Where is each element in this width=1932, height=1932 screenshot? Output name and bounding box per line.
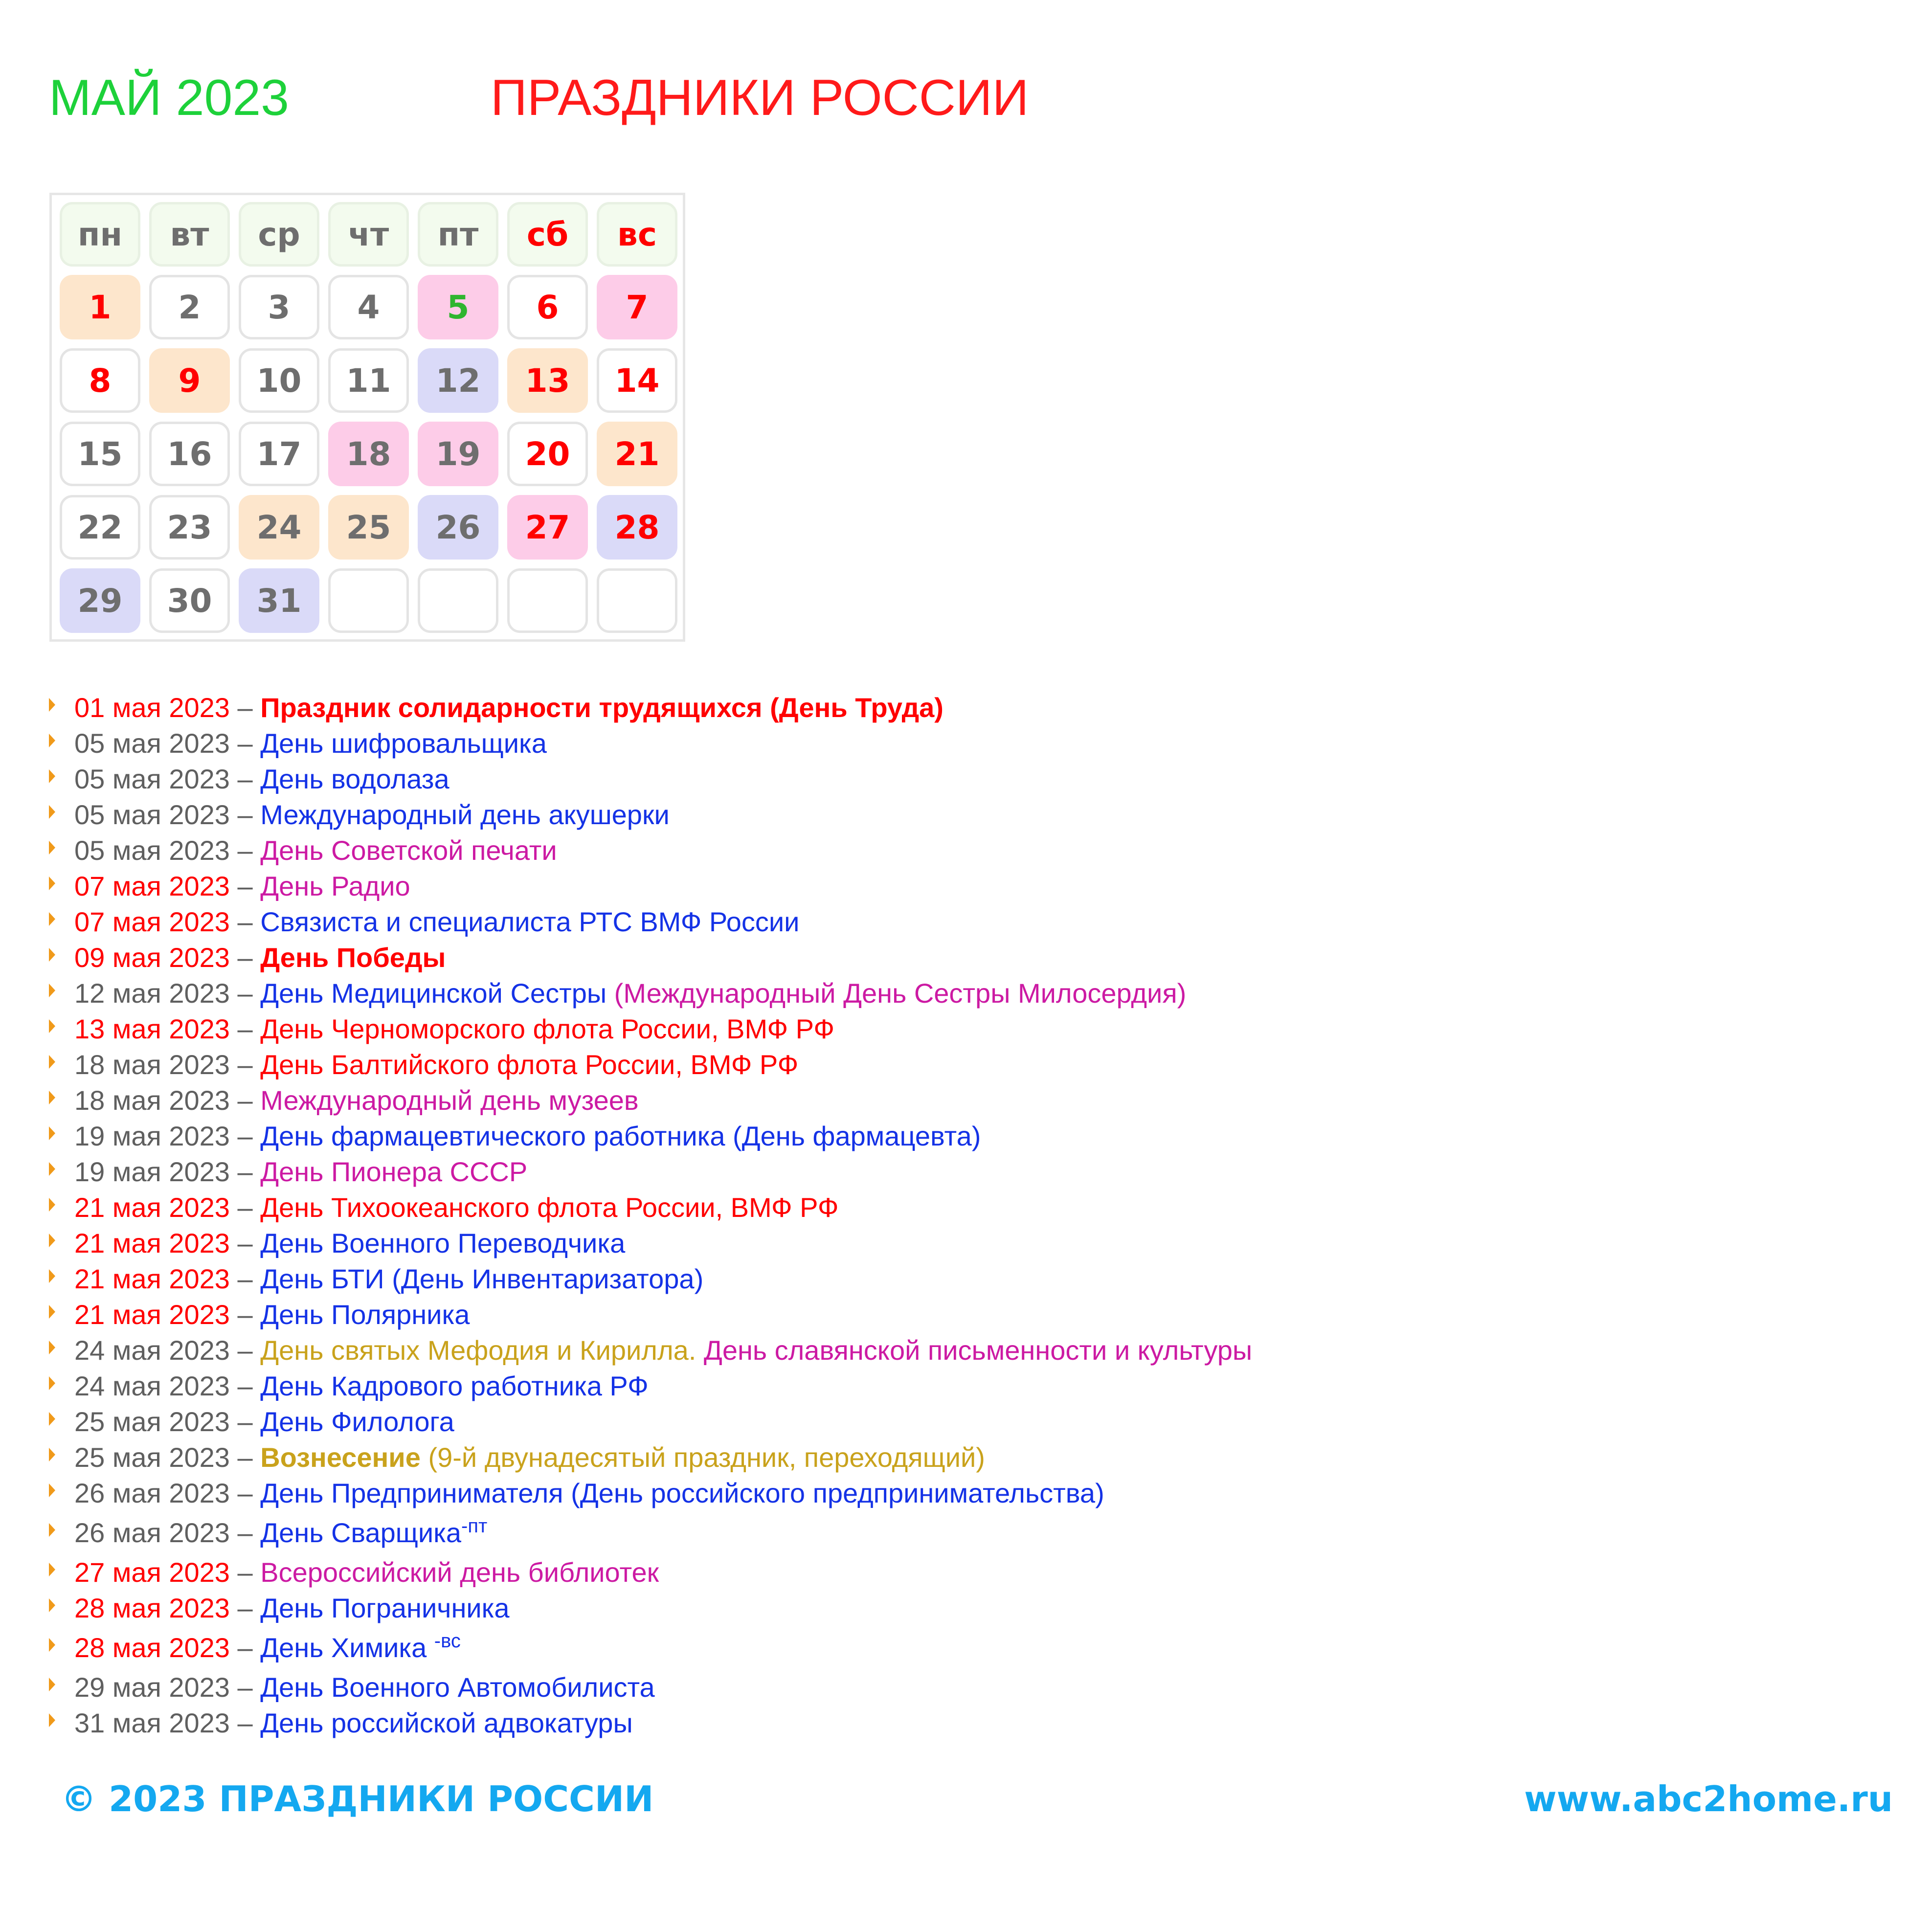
weekday-header: пт bbox=[418, 202, 498, 267]
bullet-arrow-icon bbox=[49, 1412, 55, 1426]
bullet-arrow-icon bbox=[49, 1448, 55, 1461]
event-dash: – bbox=[229, 1049, 261, 1080]
event-item[interactable] bbox=[49, 1590, 510, 1626]
bullet-arrow-icon bbox=[49, 1055, 55, 1069]
event-item[interactable] bbox=[49, 832, 557, 868]
day-cell[interactable]: 23 bbox=[149, 495, 230, 560]
day-cell[interactable]: 11 bbox=[328, 348, 409, 413]
event-dash: – bbox=[229, 1299, 261, 1330]
event-name: День Балтийского флота России, ВМФ РФ bbox=[260, 1049, 799, 1080]
event-date: 19 мая 2023 bbox=[74, 1121, 230, 1151]
bullet-arrow-icon bbox=[49, 912, 55, 926]
event-dash: – bbox=[229, 1593, 261, 1623]
event-dash: – bbox=[229, 1517, 261, 1548]
event-item[interactable] bbox=[49, 1554, 659, 1590]
event-item[interactable] bbox=[49, 1439, 985, 1475]
day-cell[interactable]: 4 bbox=[328, 275, 409, 339]
event-date: 12 мая 2023 bbox=[74, 978, 230, 1009]
event-dash: – bbox=[229, 1442, 261, 1473]
event-item[interactable] bbox=[49, 1225, 625, 1261]
bullet-arrow-icon bbox=[49, 769, 55, 783]
event-dash: – bbox=[229, 835, 261, 866]
bullet-arrow-icon bbox=[49, 1678, 55, 1691]
day-cell[interactable]: 17 bbox=[239, 422, 319, 486]
event-date: 24 мая 2023 bbox=[74, 1370, 230, 1401]
day-cell[interactable]: 1 bbox=[60, 275, 140, 339]
event-name: День Черноморского флота России, ВМФ РФ bbox=[260, 1013, 834, 1044]
event-dash: – bbox=[229, 1263, 261, 1294]
event-dash: – bbox=[229, 906, 261, 937]
empty-day-cell bbox=[328, 568, 409, 633]
event-item[interactable] bbox=[49, 940, 446, 975]
weekday-header: вс bbox=[597, 202, 677, 267]
event-item[interactable] bbox=[49, 1082, 639, 1118]
day-cell[interactable]: 21 bbox=[597, 422, 677, 486]
event-date: 05 мая 2023 bbox=[74, 835, 230, 866]
event-name: День Сварщика bbox=[260, 1517, 462, 1548]
bullet-arrow-icon bbox=[49, 1198, 55, 1212]
day-cell[interactable]: 15 bbox=[60, 422, 140, 486]
event-item[interactable] bbox=[49, 725, 547, 761]
event-name: День Полярника bbox=[260, 1299, 470, 1330]
event-name: Всероссийский день библиотек bbox=[260, 1557, 659, 1588]
day-cell[interactable]: 13 bbox=[507, 348, 588, 413]
event-name: День Тихоокеанского флота России, ВМФ РФ bbox=[260, 1192, 839, 1223]
bullet-arrow-icon bbox=[49, 1713, 55, 1727]
event-dash: – bbox=[229, 1121, 261, 1151]
day-cell[interactable]: 24 bbox=[239, 495, 319, 560]
event-date: 31 мая 2023 bbox=[74, 1707, 230, 1738]
event-dash: – bbox=[229, 764, 261, 794]
event-dash: – bbox=[229, 942, 261, 973]
day-cell[interactable]: 29 bbox=[60, 568, 140, 633]
day-cell[interactable]: 16 bbox=[149, 422, 230, 486]
day-cell[interactable]: 2 bbox=[149, 275, 230, 339]
event-item[interactable] bbox=[49, 904, 799, 940]
event-date: 26 мая 2023 bbox=[74, 1478, 230, 1508]
event-dash: – bbox=[229, 1013, 261, 1044]
bullet-arrow-icon bbox=[49, 1091, 55, 1104]
event-dash: – bbox=[229, 1478, 261, 1508]
event-item[interactable] bbox=[49, 1332, 1252, 1368]
day-cell[interactable]: 27 bbox=[507, 495, 588, 560]
event-name: Праздник bbox=[260, 692, 391, 723]
event-dash: – bbox=[229, 1632, 261, 1663]
event-item[interactable] bbox=[49, 1261, 703, 1297]
footer-website-link[interactable]: www.abc2home.ru bbox=[1524, 1778, 1893, 1820]
calendar-grid bbox=[49, 193, 685, 642]
bullet-arrow-icon bbox=[49, 1523, 55, 1537]
event-dash: – bbox=[229, 1335, 261, 1366]
event-item[interactable] bbox=[49, 1154, 527, 1190]
bullet-arrow-icon bbox=[49, 1376, 55, 1390]
event-name: Вознесение bbox=[260, 1442, 421, 1473]
event-dash: – bbox=[229, 1557, 261, 1588]
bullet-arrow-icon bbox=[49, 1126, 55, 1140]
event-item[interactable] bbox=[49, 761, 449, 797]
bullet-arrow-icon bbox=[49, 805, 55, 819]
event-date: 21 мая 2023 bbox=[74, 1192, 230, 1223]
event-name: (Международный День Сестры Милосердия) bbox=[607, 978, 1187, 1009]
event-date: 05 мая 2023 bbox=[74, 764, 230, 794]
event-name: День славянской письменности и культуры bbox=[696, 1335, 1253, 1366]
event-name: День Медицинской Сестры bbox=[260, 978, 607, 1009]
event-name: День фармацевтического работника (День фармацевта) bbox=[260, 1121, 981, 1151]
event-dash: – bbox=[229, 1156, 261, 1187]
event-name: День святых Мефодия и Кирилла. bbox=[260, 1335, 696, 1366]
event-item[interactable] bbox=[49, 1297, 470, 1332]
bullet-arrow-icon bbox=[49, 1234, 55, 1247]
event-name: День Кадрового работника РФ bbox=[260, 1370, 649, 1401]
event-name: День шифровальщика bbox=[260, 728, 547, 759]
bullet-arrow-icon bbox=[49, 984, 55, 997]
empty-day-cell bbox=[418, 568, 498, 633]
event-item[interactable] bbox=[49, 1118, 981, 1154]
event-item[interactable] bbox=[49, 1404, 454, 1439]
bullet-arrow-icon bbox=[49, 876, 55, 890]
event-name: День Победы bbox=[260, 942, 446, 973]
event-name: День Военного Переводчика bbox=[260, 1228, 626, 1258]
event-dash: – bbox=[229, 728, 261, 759]
event-date: 21 мая 2023 bbox=[74, 1263, 230, 1294]
event-date: 09 мая 2023 bbox=[74, 942, 230, 973]
event-item[interactable] bbox=[49, 975, 1186, 1011]
site-title: ПРАЗДНИКИ РОССИИ bbox=[491, 69, 1029, 126]
day-cell[interactable]: 9 bbox=[149, 348, 230, 413]
event-date: 21 мая 2023 bbox=[74, 1228, 230, 1258]
event-name: День Радио bbox=[260, 871, 410, 901]
month-title: МАЙ 2023 bbox=[49, 69, 290, 126]
event-date: 21 мая 2023 bbox=[74, 1299, 230, 1330]
event-item[interactable] bbox=[49, 1705, 633, 1741]
event-date: 25 мая 2023 bbox=[74, 1442, 230, 1473]
event-item[interactable] bbox=[49, 1190, 838, 1225]
event-name: День Военного Автомобилиста bbox=[260, 1672, 655, 1703]
event-item[interactable] bbox=[49, 1011, 834, 1047]
weekday-header: чт bbox=[328, 202, 409, 267]
bullet-arrow-icon bbox=[49, 1269, 55, 1283]
day-cell[interactable]: 22 bbox=[60, 495, 140, 560]
event-date: 28 мая 2023 bbox=[74, 1632, 230, 1663]
event-item[interactable] bbox=[49, 1047, 798, 1082]
event-date: 07 мая 2023 bbox=[74, 906, 230, 937]
day-cell[interactable]: 7 bbox=[597, 275, 677, 339]
event-dash: – bbox=[229, 978, 261, 1009]
day-cell[interactable]: 26 bbox=[418, 495, 498, 560]
bullet-arrow-icon bbox=[49, 1563, 55, 1576]
event-weekday-mark: -вс bbox=[434, 1630, 461, 1652]
event-name: День российской адвокатуры bbox=[260, 1707, 633, 1738]
bullet-arrow-icon bbox=[49, 841, 55, 854]
day-cell[interactable]: 28 bbox=[597, 495, 677, 560]
event-name: День Предпринимателя (День российского предпринимательства) bbox=[260, 1478, 1104, 1508]
day-cell[interactable]: 3 bbox=[239, 275, 319, 339]
event-item[interactable] bbox=[49, 1630, 461, 1665]
event-date: 29 мая 2023 bbox=[74, 1672, 230, 1703]
event-dash: – bbox=[229, 871, 261, 901]
event-name: солидарности трудящихся (День Труда) bbox=[390, 692, 944, 723]
event-name: (9-й двунадесятый праздник, переходящий) bbox=[420, 1442, 985, 1473]
event-dash: – bbox=[229, 1707, 261, 1738]
day-cell[interactable]: 6 bbox=[507, 275, 588, 339]
bullet-arrow-icon bbox=[49, 1305, 55, 1319]
event-name: День Пионера СССР bbox=[260, 1156, 528, 1187]
event-date: 18 мая 2023 bbox=[74, 1049, 230, 1080]
weekday-header: вт bbox=[149, 202, 230, 267]
bullet-arrow-icon bbox=[49, 1162, 55, 1176]
event-name: Международный день акушерки bbox=[260, 799, 670, 830]
day-cell[interactable]: 20 bbox=[507, 422, 588, 486]
event-date: 18 мая 2023 bbox=[74, 1085, 230, 1116]
event-dash: – bbox=[229, 1406, 261, 1437]
event-name: Международный день музеев bbox=[260, 1085, 639, 1116]
event-item[interactable] bbox=[49, 868, 410, 904]
event-item[interactable] bbox=[49, 690, 944, 725]
bullet-arrow-icon bbox=[49, 1483, 55, 1497]
event-item[interactable] bbox=[49, 1368, 649, 1404]
event-dash: – bbox=[229, 799, 261, 830]
event-name: День Советской печати bbox=[260, 835, 557, 866]
event-date: 26 мая 2023 bbox=[74, 1517, 230, 1548]
event-date: 07 мая 2023 bbox=[74, 871, 230, 901]
day-cell[interactable]: 8 bbox=[60, 348, 140, 413]
event-dash: – bbox=[229, 692, 261, 723]
event-date: 27 мая 2023 bbox=[74, 1557, 230, 1588]
day-cell[interactable]: 5 bbox=[418, 275, 498, 339]
day-cell[interactable]: 18 bbox=[328, 422, 409, 486]
event-dash: – bbox=[229, 1192, 261, 1223]
event-date: 25 мая 2023 bbox=[74, 1406, 230, 1437]
event-item[interactable] bbox=[49, 1669, 655, 1705]
event-name: День Пограничника bbox=[260, 1593, 510, 1623]
day-cell[interactable]: 19 bbox=[418, 422, 498, 486]
empty-day-cell bbox=[597, 568, 677, 633]
bullet-arrow-icon bbox=[49, 698, 55, 712]
bullet-arrow-icon bbox=[49, 1638, 55, 1652]
weekday-header: сб bbox=[507, 202, 588, 267]
event-item[interactable] bbox=[49, 797, 670, 832]
event-dash: – bbox=[229, 1085, 261, 1116]
event-date: 28 мая 2023 bbox=[74, 1593, 230, 1623]
day-cell[interactable]: 14 bbox=[597, 348, 677, 413]
day-cell[interactable]: 10 bbox=[239, 348, 319, 413]
event-name: День Химика bbox=[260, 1632, 434, 1663]
day-cell[interactable]: 30 bbox=[149, 568, 230, 633]
day-cell[interactable]: 12 bbox=[418, 348, 498, 413]
bullet-arrow-icon bbox=[49, 1598, 55, 1612]
weekday-header: пн bbox=[60, 202, 140, 267]
bullet-arrow-icon bbox=[49, 734, 55, 747]
event-item[interactable] bbox=[49, 1475, 1104, 1511]
bullet-arrow-icon bbox=[49, 948, 55, 962]
day-cell[interactable]: 31 bbox=[239, 568, 319, 633]
weekday-header: ср bbox=[239, 202, 319, 267]
event-date: 05 мая 2023 bbox=[74, 728, 230, 759]
day-cell[interactable]: 25 bbox=[328, 495, 409, 560]
event-name: Связиста и специалиста РТС ВМФ России bbox=[260, 906, 800, 937]
event-date: 01 мая 2023 bbox=[74, 692, 230, 723]
empty-day-cell bbox=[507, 568, 588, 633]
footer-copyright: © 2023 ПРАЗДНИКИ РОССИИ bbox=[61, 1778, 654, 1820]
event-date: 13 мая 2023 bbox=[74, 1013, 230, 1044]
event-weekday-mark: -пт bbox=[461, 1515, 488, 1537]
event-date: 05 мая 2023 bbox=[74, 799, 230, 830]
event-dash: – bbox=[229, 1228, 261, 1258]
event-dash: – bbox=[229, 1672, 261, 1703]
bullet-arrow-icon bbox=[49, 1019, 55, 1033]
event-name: День БТИ (День Инвентаризатора) bbox=[260, 1263, 704, 1294]
bullet-arrow-icon bbox=[49, 1341, 55, 1354]
event-name: День водолаза bbox=[260, 764, 449, 794]
event-item[interactable] bbox=[49, 1515, 487, 1550]
event-date: 24 мая 2023 bbox=[74, 1335, 230, 1366]
event-dash: – bbox=[229, 1370, 261, 1401]
event-date: 19 мая 2023 bbox=[74, 1156, 230, 1187]
event-name: День Филолога bbox=[260, 1406, 454, 1437]
